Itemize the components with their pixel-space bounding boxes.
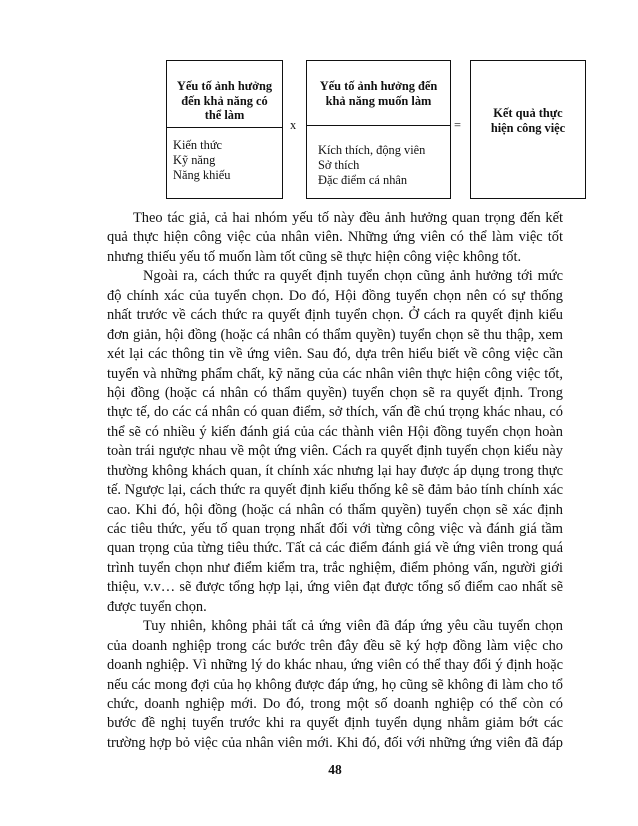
motivation-factors-box bbox=[306, 60, 451, 199]
paragraph-line: thể sẽ có nhiều ý kiến đánh giá của các thành viên Hội đồng tuyển chọn hoàn bbox=[107, 423, 563, 440]
box-title-line: khả năng muốn làm bbox=[325, 93, 432, 108]
paragraph-line: trường hợp bỏ việc của nhân viên mới. Khi đó, đối với những ứng viên đã đáp bbox=[107, 734, 563, 751]
paragraph bbox=[107, 267, 563, 617]
motivation-factors-title bbox=[307, 61, 450, 126]
page-number: 48 bbox=[328, 762, 342, 777]
paragraph-line: hội đồng (hoặc cá nhân có thẩm quyền) tuyển chọn sẽ ra quyết định. Trong bbox=[107, 384, 563, 401]
box-title-line: Yếu tố ảnh hưởng đến bbox=[319, 79, 438, 94]
body-text bbox=[107, 209, 563, 753]
motivation-factor-item: Kích thích, động viên bbox=[318, 143, 426, 157]
paragraph bbox=[107, 209, 563, 267]
paragraph-line: chức, doanh nghiệp mới. Do đó, trong một số doanh nghiệp có thể còn có bbox=[107, 695, 563, 712]
motivation-factor-item: Sở thích bbox=[318, 158, 360, 172]
paragraph-line: được tuyển chọn. bbox=[107, 598, 207, 615]
equals-sign: = bbox=[454, 118, 461, 132]
ability-factors-title bbox=[167, 61, 282, 128]
motivation-factors-list bbox=[318, 143, 425, 188]
box-title-line: hiện công việc bbox=[490, 121, 566, 135]
paragraph-line: thiệu, v.v… sẽ được tổng hợp lại, ứng viên đạt được tổng số điểm cao nhất sẽ bbox=[107, 579, 563, 596]
paragraph-line: tuyển và những phẩm chất, kỹ năng của các nhân viên thực hiện công việc tốt, bbox=[107, 365, 563, 382]
paragraph-line: trình tuyển chọn như điểm kiểm tra, trắc nghiệm, điểm phỏng vấn, người giới bbox=[107, 559, 563, 576]
box-title-line: thể làm bbox=[204, 108, 245, 123]
paragraph-line: nhất trước về cách thức ra quyết định tuyển chọn. Ở cách ra quyết định kiểu bbox=[107, 307, 563, 324]
motivation-factor-item: Đặc điểm cá nhân bbox=[318, 173, 408, 187]
paragraph-line: bước đề nghị tuyển trước khi ra quyết định tuyển dụng nhằm giảm bớt các bbox=[107, 715, 563, 732]
box-title-line: Yếu tố ảnh hưởng bbox=[176, 79, 273, 94]
paragraph-line: nếu các mong đợi của họ không được đáp ứng, họ cũng sẽ không đi làm cho tổ bbox=[107, 676, 563, 693]
ability-factor-item: Kiến thức bbox=[173, 138, 223, 152]
ability-factor-item: Kỹ năng bbox=[173, 153, 216, 167]
paragraph-line: tế. Ngược lại, cách thức ra quyết định kiểu thống kê sẽ đảm bảo tính chính xác bbox=[107, 482, 563, 499]
paragraph-line: của doanh nghiệp trong các bước trên đây đều sẽ ký hợp đồng làm việc cho bbox=[107, 637, 563, 654]
paragraph-line: các tiêu thức, yếu tố quan trọng nhất đối với từng công việc và đánh giá tầm bbox=[107, 521, 563, 537]
box-title-line: đến khả năng có bbox=[181, 93, 268, 108]
paragraph-line: Tuy nhiên, không phải tất cả ứng viên đã đáp ứng yêu cầu tuyển chọn bbox=[143, 618, 563, 635]
paragraph-line: Theo tác giả, cả hai nhóm yếu tố này đều ảnh hưởng quan trọng đến kết bbox=[133, 210, 563, 226]
paragraph-line: thực tế, do các cá nhân có quan điểm, sở thích, vấn đề chú trọng khác nhau, có bbox=[107, 404, 563, 421]
paragraph-line: doanh nghiệp. Vì những lý do khác nhau, ứng viên có thể thay đổi ý định hoặc bbox=[107, 657, 563, 674]
paragraph-line: độ chính xác của tuyển chọn. Do đó, Hội đồng tuyển chọn nên có sự thống bbox=[107, 287, 563, 304]
ability-factors-list bbox=[173, 138, 230, 183]
ability-factor-item: Năng khiếu bbox=[173, 168, 231, 182]
paragraph-line: Ngoài ra, cách thức ra quyết định tuyển chọn cũng ảnh hưởng tới mức bbox=[143, 268, 563, 285]
paragraph-line: nhưng thiếu yếu tố muốn làm tốt cũng sẽ thực hiện công việc không tốt. bbox=[107, 248, 522, 265]
paragraph-line: quan trọng của từng tiêu thức. Tất cả các điểm đánh giá về ứng viên trong quá bbox=[107, 540, 563, 557]
paragraph-line: xét lại các thông tin về ứng viên. Sau đó, dựa trên hiểu biết về công việc cần bbox=[107, 346, 563, 363]
result-title bbox=[471, 106, 585, 136]
paragraph-line: quả thực hiện công việc của nhân viên. Những ứng viên có thể làm việc tốt bbox=[107, 229, 563, 246]
box-title-line: Kết quả thực bbox=[493, 106, 563, 120]
paragraph-line: toàn trái ngược nhau về một ứng viên. Cách ra quyết định tuyển chọn kiểu này bbox=[107, 443, 563, 460]
ability-factors-box bbox=[166, 60, 283, 199]
paragraph-line: đơn giản, hội đồng (hoặc cá nhân có thẩm quyền) tuyển chọn sẽ thu thập, xem bbox=[107, 326, 563, 343]
paragraph-line: thường không khách quan, ít chính xác nhưng lại hay được áp dụng trong thực bbox=[107, 462, 563, 479]
multiply-sign: x bbox=[290, 118, 297, 132]
job-performance-result-box bbox=[470, 60, 586, 199]
paragraph-line: cao. Khi đó, hội đồng (hoặc cá nhân có thẩm quyền) tuyển chọn sẽ xác định bbox=[107, 501, 563, 518]
paragraph bbox=[107, 617, 563, 753]
